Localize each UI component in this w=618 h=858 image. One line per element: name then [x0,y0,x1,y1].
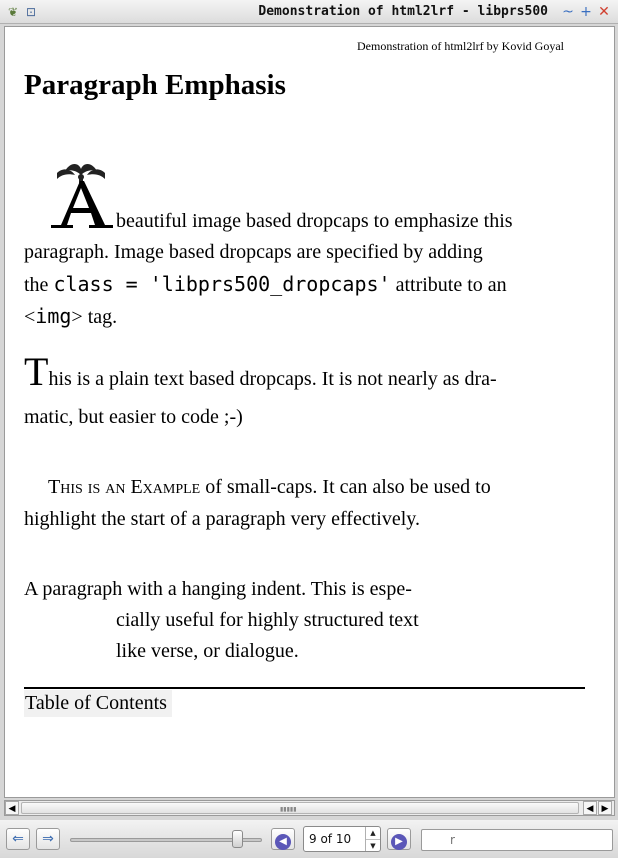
spin-down-icon[interactable]: ▼ [370,842,376,850]
para1-line2: paragraph. Image based dropcaps are specified by adding [24,241,483,263]
scroll-left-end-icon[interactable]: ◀ [583,801,597,815]
para4-line1: A paragraph with a hanging indent. This is espe- [24,578,412,600]
close-icon[interactable]: ✕ [598,4,610,20]
para1-line4 [24,304,117,329]
para1-line4-b: tag. [82,306,118,328]
sticky-icon[interactable]: ⊡ [25,5,37,19]
para3-line2: highlight the start of a paragraph very effectively. [24,508,420,530]
page-title: Paragraph Emphasis [24,69,286,101]
bottom-toolbar [0,820,618,858]
para4-line3: like verse, or dialogue. [116,640,299,662]
previous-page-button[interactable] [271,828,295,850]
para3-line1-text: of small-caps. It can also be used to [200,476,491,498]
previous-page-icon: ◀ [275,834,291,850]
text-dropcap: T [24,349,49,394]
page-spinbox-value: 9 of 10 [309,832,352,846]
document-header: Demonstration of html2lrf by Kovid Goyal [357,39,564,53]
title-bar [0,0,618,24]
forward-button[interactable] [36,828,60,850]
class-attribute-code: class = 'libprs500_dropcaps' [53,272,391,296]
window-title: Demonstration of html2lrf - libprs500 [258,4,548,19]
para2-line2: matic, but easier to code ;-) [24,406,243,428]
smallcaps-text: This is an Example [48,476,201,498]
app-icon[interactable]: ❦ [7,5,19,19]
spin-up-icon[interactable]: ▲ [366,827,380,840]
horizontal-scrollbar[interactable] [4,800,615,816]
minimize-icon[interactable]: ~ [562,4,574,20]
next-page-button[interactable] [387,828,411,850]
dropcap-image [49,157,113,229]
grip-icon: ▮▮▮▮▮ [280,806,297,813]
search-input[interactable] [421,829,613,851]
para1-line1: beautiful image based dropcaps to emphasize this [116,210,513,232]
para3-line1 [48,476,491,499]
para4-line2: cially useful for highly structured text [116,609,419,631]
toc-link[interactable]: Table of Contents [24,690,172,717]
page-slider-handle[interactable] [232,830,243,848]
para1-line3-b: attribute to an [390,274,507,296]
arrow-left-icon: ⇐ [12,831,24,847]
lt-symbol: < [24,306,36,328]
page-spinbox[interactable] [303,826,381,852]
maximize-icon[interactable]: + [580,4,592,20]
para2-line1-text: his is a plain text based dropcaps. It is not nearly as dra- [48,368,497,390]
horizontal-rule [24,687,585,689]
gt-symbol: > [71,306,83,328]
document-page [4,26,615,798]
spin-buttons [365,827,380,851]
img-tag-code: img [35,304,72,328]
scroll-right-icon[interactable]: ▶ [598,801,612,815]
scrollbar-thumb[interactable] [21,802,579,814]
next-page-icon: ▶ [391,834,407,850]
para2-line1 [24,349,497,394]
para1-line3 [24,272,507,297]
arrow-right-icon: ⇒ [42,831,54,847]
back-button[interactable] [6,828,30,850]
scroll-left-icon[interactable]: ◀ [5,801,19,815]
para1-line3-a: the [24,274,54,296]
